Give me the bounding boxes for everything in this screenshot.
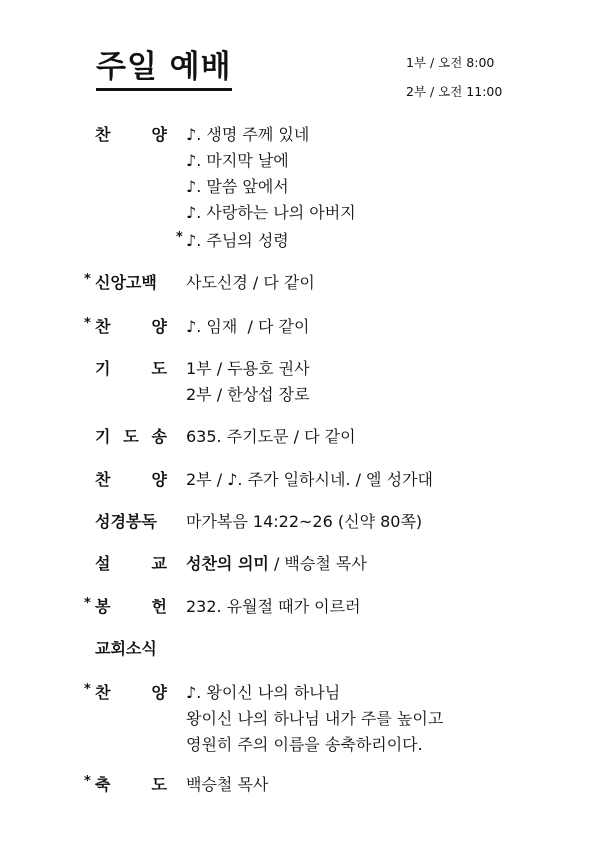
- preacher: / 백승철 목사: [268, 554, 367, 573]
- standing-mark: *: [84, 272, 91, 287]
- song-line: ♪. 주님의 성령: [186, 231, 289, 250]
- order-label: 교회소식: [95, 639, 157, 658]
- sermon-title: 성찬의 의미: [186, 554, 269, 573]
- order-label: 봉 헌: [95, 597, 167, 616]
- order-content: 2부 / ♪. 주가 일하시네. / 엘 성가대: [186, 470, 433, 489]
- standing-mark: *: [84, 316, 91, 331]
- order-label: 찬 양: [95, 470, 167, 489]
- order-content: 백승철 목사: [186, 775, 269, 794]
- order-content: [186, 122, 356, 226]
- standing-mark: *: [84, 596, 91, 611]
- order-label: 찬 양: [95, 317, 167, 336]
- order-label: 축 도: [95, 775, 167, 794]
- song-line: ♪. 마지막 날에: [186, 151, 289, 170]
- order-content: ♪. 임재 / 다 같이: [186, 317, 310, 336]
- order-content: 마가복음 14:22~26 (신약 80쪽): [186, 512, 423, 531]
- order-content: 사도신경 / 다 같이: [186, 273, 315, 292]
- service-time-2: 2부 / 오전 11:00: [406, 84, 503, 99]
- song-line: ♪. 사랑하는 나의 아버지: [186, 203, 356, 222]
- order-label: 기 도: [95, 359, 167, 378]
- order-label: 찬 양: [95, 683, 167, 702]
- order-content: [186, 551, 367, 577]
- standing-mark: *: [176, 230, 183, 245]
- order-label: 설 교: [95, 554, 167, 573]
- order-label: 기 도 송: [95, 427, 167, 446]
- standing-mark: *: [84, 774, 91, 789]
- order-label: 성경봉독: [95, 512, 157, 531]
- order-content: ♪. 왕이신 나의 하나님 왕이신 나의 하나님 내가 주를 높이고 영원히 주의 이름을 송축하리이다.: [186, 683, 444, 754]
- service-time-1: 1부 / 오전 8:00: [406, 55, 495, 70]
- song-line: ♪. 생명 주께 있네: [186, 125, 310, 144]
- order-content: 1부 / 두용호 권사 2부 / 한상섭 장로: [186, 359, 310, 404]
- order-content: 635. 주기도문 / 다 같이: [186, 427, 356, 446]
- service-times: [406, 48, 502, 106]
- page-title: 주일 예배: [96, 50, 232, 91]
- order-label: 찬 양: [95, 125, 167, 144]
- standing-mark: *: [84, 682, 91, 697]
- order-label: 신앙고백: [95, 273, 157, 292]
- order-content: 232. 유월절 때가 이르러: [186, 597, 361, 616]
- song-line: ♪. 말씀 앞에서: [186, 177, 289, 196]
